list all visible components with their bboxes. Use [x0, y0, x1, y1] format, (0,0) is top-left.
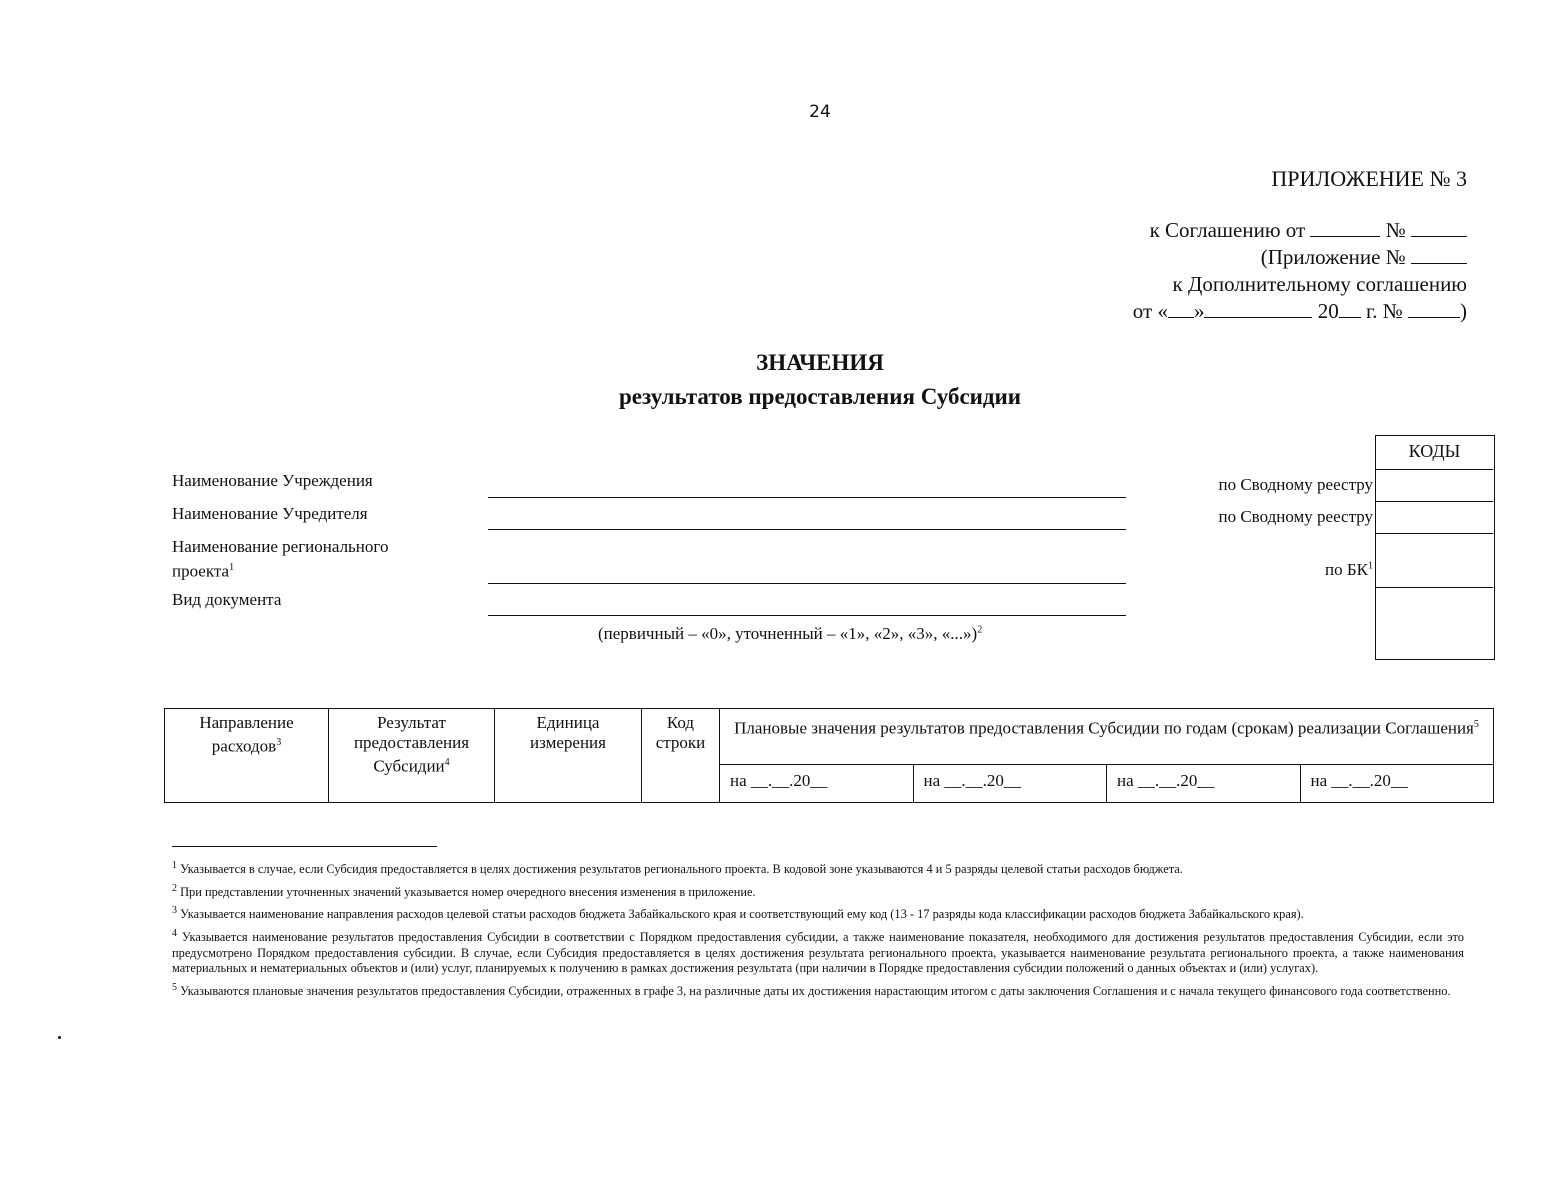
header-expense-direction: Направление расходов$^3$ — [165, 709, 329, 803]
institution-field[interactable] — [488, 497, 1126, 498]
agreement-date-blank — [1310, 219, 1380, 237]
results-table — [164, 708, 1494, 803]
codes-box — [1375, 435, 1495, 660]
institution-label: Наименование Учреждения — [172, 471, 373, 490]
appendix-title: ПРИЛОЖЕНИЕ № 3 — [1271, 166, 1467, 191]
appendix-number-blank — [1411, 246, 1467, 264]
project-label: Наименование регионального проекта$^1$ — [172, 537, 389, 581]
registry-label-1: по Сводному реестру — [1218, 475, 1373, 494]
footnotes — [172, 858, 1464, 1002]
date-column-1[interactable]: на __.__.20__ — [720, 765, 914, 803]
header-planned-values: Плановые значения результатов предоставления Субсидии по годам (срокам) реализации Соглашения$^5$ — [720, 709, 1494, 765]
agreement-reference — [1133, 217, 1467, 325]
ref-line-additional: к Дополнительному соглашению — [1172, 272, 1467, 296]
founder-label: Наименование Учредителя — [172, 504, 368, 523]
header-result: Результат предоставления Субсидии$^4$ — [329, 709, 495, 803]
title-sub: результатов предоставления Субсидии — [618, 384, 1022, 409]
footnote-4: $^4$ Указывается наименование результатов предоставления Субсидии в соответствии с Порядком предоставления субсидии, а также наименование показателя, необходимого для достижения результатов предоставления Субсидии, если это предусмотрено Порядком предоставления субсидии. В случае, если Субсидия предоставляется в целях достижения результата регионального проекта, указывается наименование результата регионального проекта, а также наименования материальных и нематериальных объектов и (или) услуг, планируемых к получению в рамках достижения результата (при наличии в Порядке предоставления субсидии положений о данных объектах и (или) услугах). — [172, 927, 1464, 975]
title-main: ЗНАЧЕНИЯ — [756, 350, 884, 375]
ref-line-agreement: к Соглашению от № — [1133, 217, 1467, 244]
code-cell-bk[interactable] — [1376, 534, 1493, 588]
page-number: 24 — [809, 102, 831, 122]
header-unit: Единица измерения — [495, 709, 642, 803]
doc-type-field[interactable] — [488, 615, 1126, 616]
bk-label: по $БК^1$ — [1325, 560, 1373, 579]
agreement-number-blank — [1411, 219, 1467, 237]
code-cell-registry2[interactable] — [1376, 502, 1493, 534]
date-column-4[interactable]: на __.__.20__ — [1300, 765, 1494, 803]
scan-dot — [58, 1036, 61, 1039]
footnote-2: $^2$ При представлении уточненных значений указывается номер очередного внесения изменения в приложение. — [172, 882, 756, 899]
code-cell-doc-type[interactable] — [1376, 588, 1493, 658]
founder-field[interactable] — [488, 529, 1126, 530]
ref-line-date: от « » 20 г. № ) — [1132, 299, 1467, 323]
project-field[interactable] — [488, 583, 1126, 584]
date-column-2[interactable]: на __.__.20__ — [913, 765, 1107, 803]
ref-line-appendix: (Приложение № — [1133, 244, 1467, 271]
registry-label-2: по Сводному реестру — [1218, 507, 1373, 526]
footnote-separator — [172, 846, 437, 847]
code-cell-registry1[interactable] — [1376, 470, 1493, 502]
header-row-code: Код строки — [642, 709, 720, 803]
doc-type-label: Вид документа — [172, 590, 282, 609]
date-column-3[interactable]: на __.__.20__ — [1107, 765, 1301, 803]
footnote-3: $^3$ Указывается наименование направления расходов целевой статьи расходов бюджета Забайкальского края и соответствующий ему код (13 - 17 разряды кода классификации расходов бюджета Забайкальского края). — [172, 905, 1304, 922]
footnote-5: $^5$ Указываются плановые значения результатов предоставления Субсидии, отраженных в графе 3, на различные даты их достижения нарастающим итогом с даты заключения Соглашения и с начала текущего финансового года соответственно. — [172, 981, 1451, 998]
codes-header: КОДЫ — [1376, 436, 1493, 470]
doc-type-hint: (первичный – «0», уточненный – «1», «2», «3», «...»)$^2$ — [598, 624, 983, 643]
document-title — [0, 346, 1553, 414]
footnote-1: $^1$ Указывается в случае, если Субсидия предоставляется в целях достижения результатов регионального проекта. В кодовой зоне указываются 4 и 5 разряды целевой статьи расходов бюджета. — [172, 860, 1183, 877]
